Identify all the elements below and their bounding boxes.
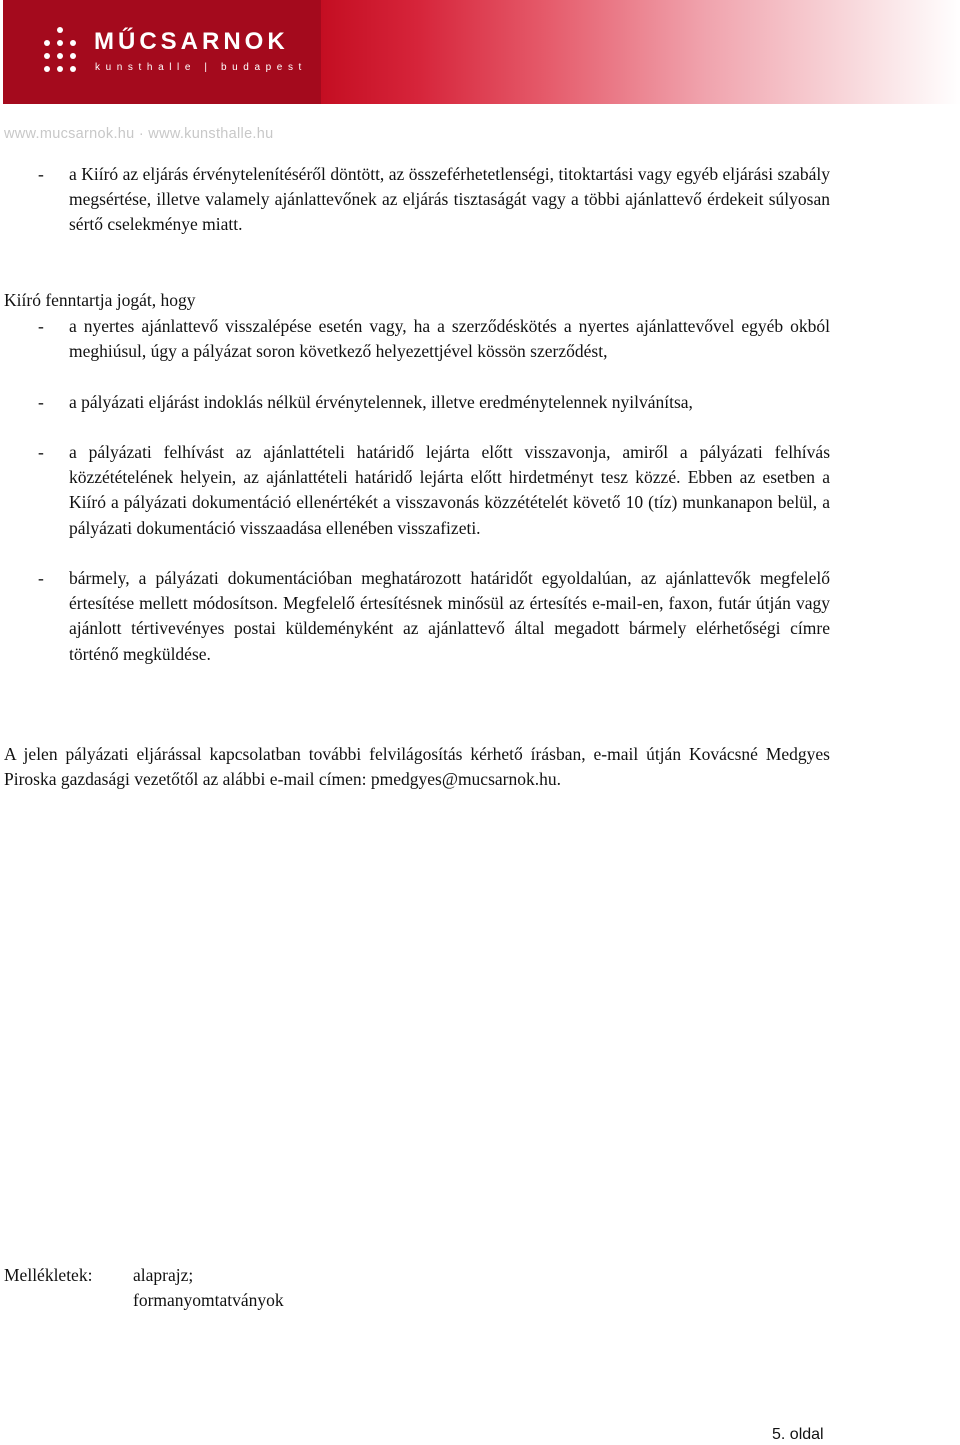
- list-dash: -: [38, 392, 44, 412]
- list-item-text: a pályázati eljárást indoklás nélkül érvénytelennek, illetve eredménytelennek nyilvánítsa,: [69, 392, 693, 412]
- logo-dots-icon: [43, 27, 77, 77]
- list-dash: -: [38, 442, 44, 462]
- attachments-label: Mellékletek:: [4, 1265, 93, 1285]
- page-number: 5. oldal: [772, 1426, 824, 1443]
- site-urls: www.mucsarnok.hu · www.kunsthalle.hu: [4, 126, 274, 142]
- list-dash: -: [38, 568, 44, 588]
- logo: [3, 0, 321, 104]
- list-dash: -: [38, 164, 44, 184]
- attachment-item: formanyomtatványok: [133, 1290, 284, 1311]
- attachment-item: alaprajz;: [133, 1265, 194, 1285]
- list-dash: -: [38, 316, 44, 336]
- list-item-text: a Kiíró az eljárás érvénytelenítéséről döntött, az összeférhetetlenségi, titoktartási vagy egyéb eljárási szabály megsértése, illetve valamely ajánlattevőnek az eljárás tisztaságát vagy a többi ajánlattevő érdekeit súlyosan sértő cselekménye miatt.: [69, 164, 830, 235]
- reserve-intro: Kiíró fenntartja jogát, hogy: [4, 290, 196, 310]
- brand-subtitle: kunsthalle | budapest: [95, 62, 307, 73]
- attachments-list: [133, 1263, 284, 1313]
- list-item-text: bármely, a pályázati dokumentációban meghatározott határidőt egyoldalúan, az ajánlattevők megfelelő értesítése mellett módosítson. Megfelelő értesítésnek minősül az értesítés e-mail-en, faxon, futár útján vagy ajánlott tértivevényes postai küldeményként az ajánlattevő által megadott bármely elérhetőségi címre történő megküldése.: [69, 568, 830, 664]
- list-item-text: a pályázati felhívást az ajánlattételi határidő lejárta előtt visszavonja, amiről a pályázati felhívás közzétételének helyein, az ajánlattételi határidő lejárta előtt hirdetményt tesz közzé. Ebben az esetben a Kiíró a pályázati dokumentáció ellenértékét a visszavonás közzétételét követő 10 (tíz) munkanapon belül, a pályázati dokumentáció visszaadása ellenében visszafizeti.: [69, 442, 830, 538]
- info-paragraph: A jelen pályázati eljárással kapcsolatban további felvilágosítás kérhető írásban, e-mail útján Kovácsné Medgyes Piroska gazdasági vezetőtől az alábbi e-mail címen: pmedgyes@mucsarnok.hu.: [4, 744, 830, 790]
- brand-name: MŰCSARNOK: [94, 28, 289, 55]
- header-gradient: [321, 0, 960, 104]
- header-band: [3, 0, 960, 104]
- list-item-text: a nyertes ajánlattevő visszalépése esetén vagy, ha a szerződéskötés a nyertes ajánlattevővel egyéb okból meghiúsul, úgy a pályázat soron következő helyezettjével kössön szerződést,: [69, 316, 830, 362]
